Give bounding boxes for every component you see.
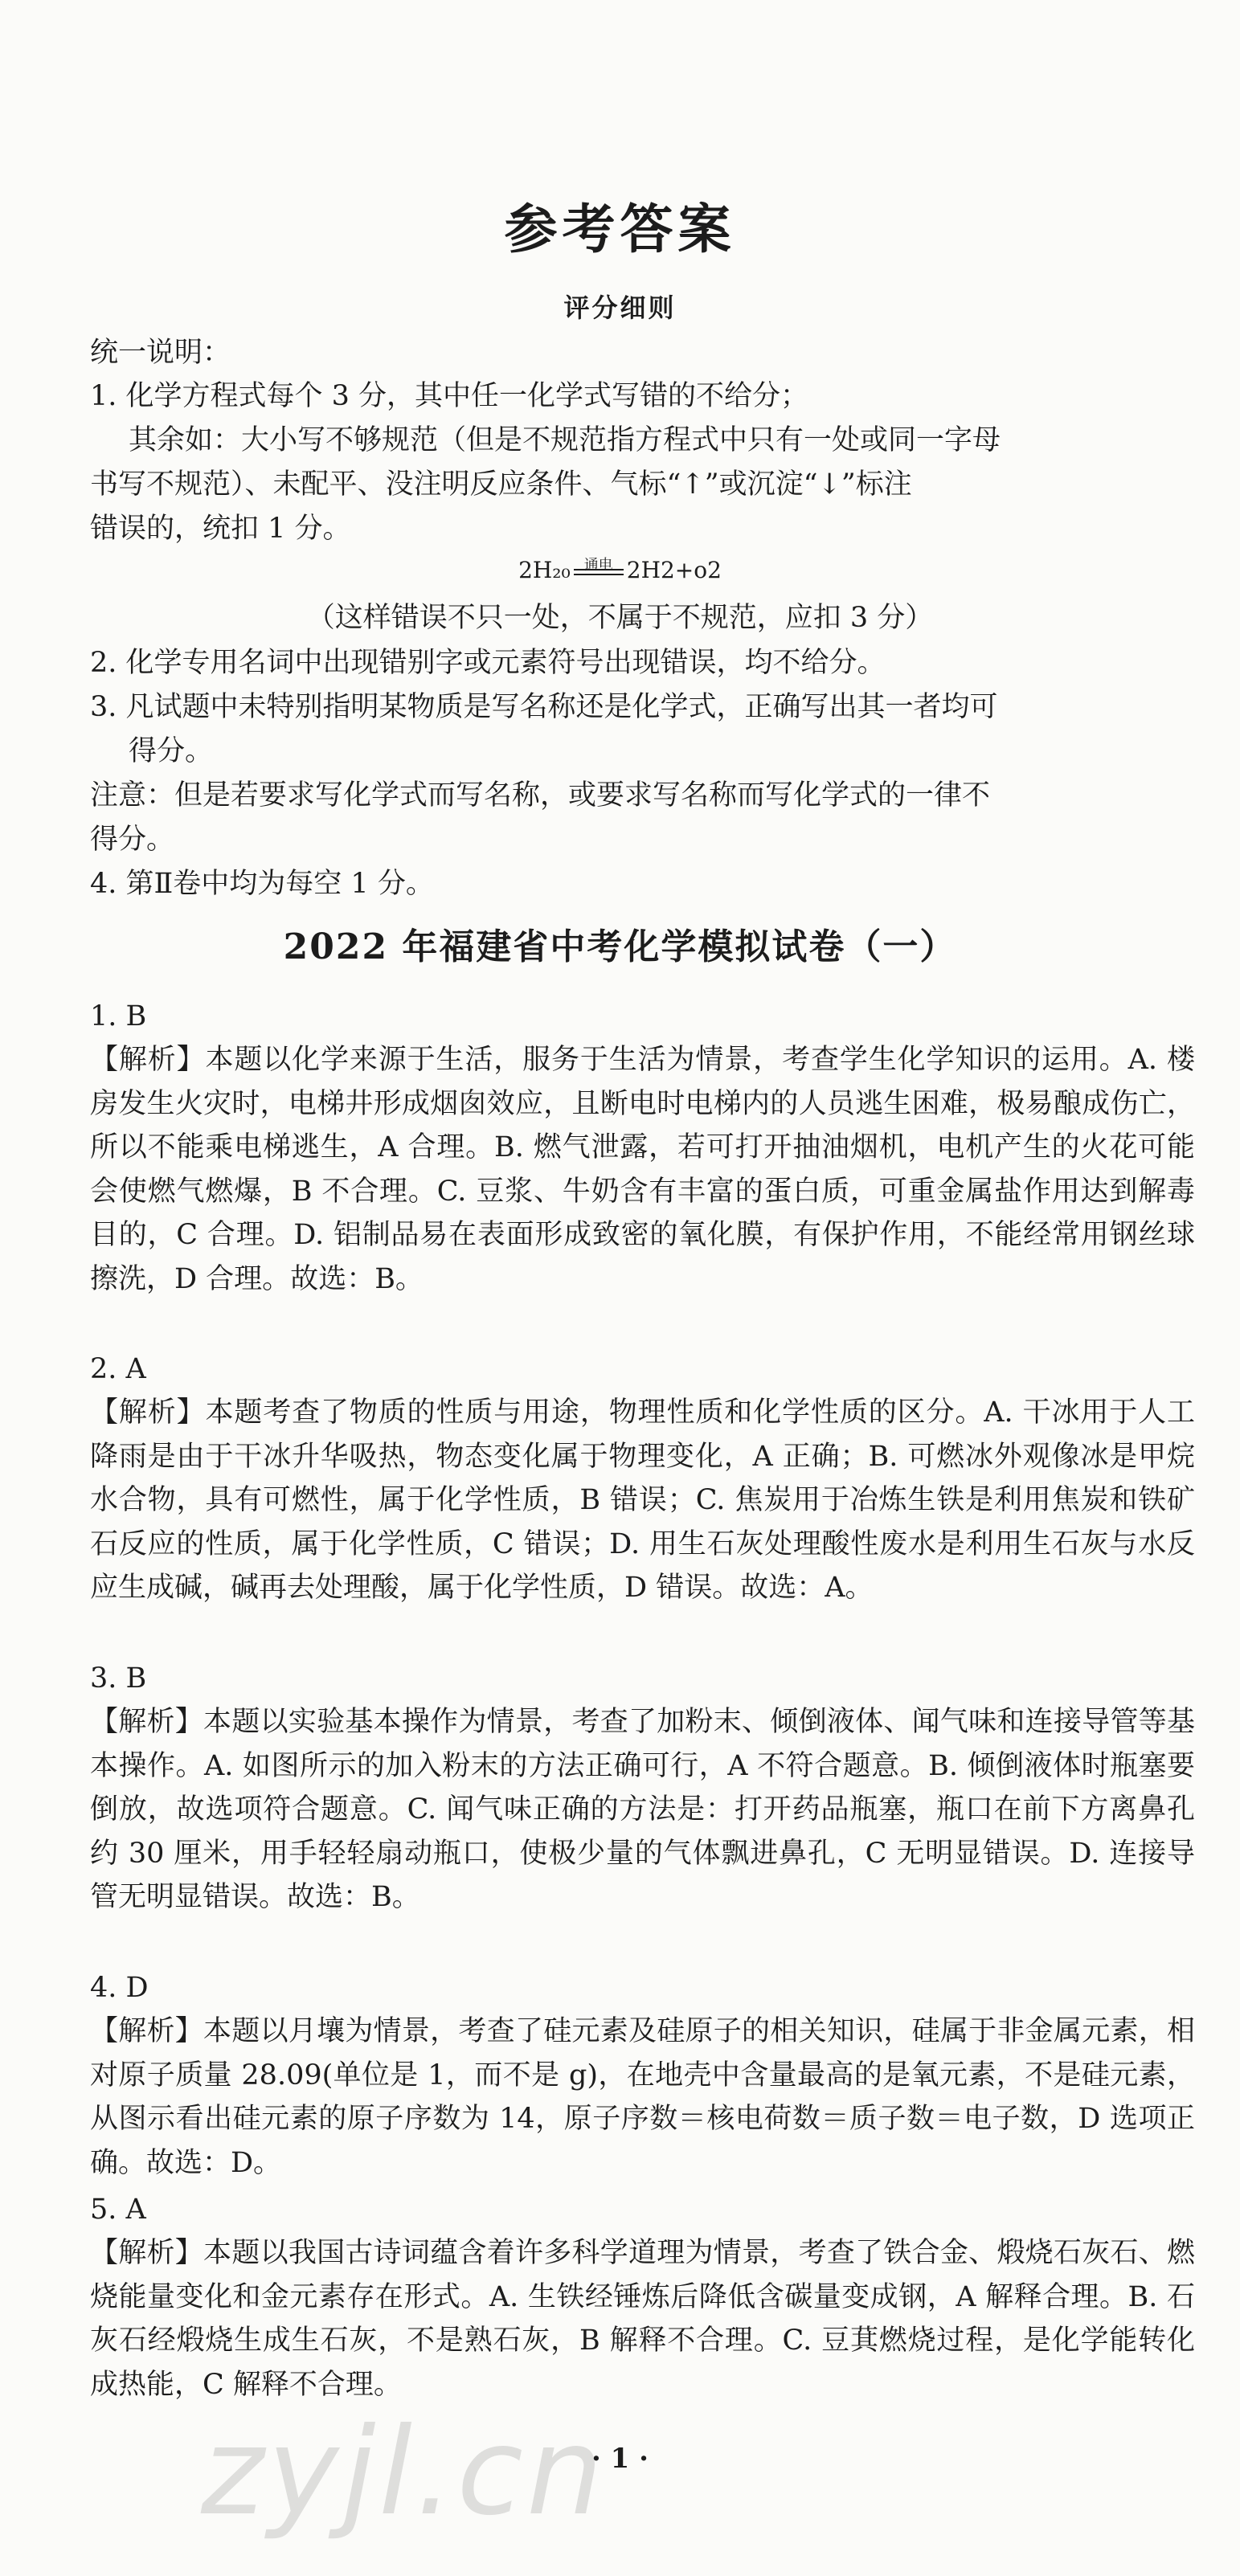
rule-4: 4. 第Ⅱ卷中均为每空 1 分。 (90, 868, 434, 900)
equation-note: （这样错误不只一处，不属于不规范，应扣 3 分） (306, 602, 934, 634)
page-subtitle: 评分细则 (563, 292, 677, 323)
answer-1-number: 1. B (90, 1000, 147, 1032)
equation-reactant: 2H₂₀ (518, 557, 571, 583)
answer-1-explanation: 【解析】本题以化学来源于生活，服务于生活为情景，考查学生化学知识的运用。A. 楼房发生火灾时，电梯井形成烟囱效应，且断电时电梯内的人员逃生困难，极易酿成伤亡，所以不能乘电梯逃生，A 合理。B. 燃气泄露，若可打开抽油烟机，电机产生的火花可能会使燃气燃爆，B 不合理。C. 豆浆、牛奶含有丰富的蛋白质，可重金属盐作用达到解毒目的，C 合理。D. 铝制品易在表面形成致密的氧化膜，有保护作用，不能经常用钢丝球擦洗，D 合理。故选：B。 (90, 1044, 1195, 1295)
reaction-arrow (574, 556, 624, 575)
answer-2-number: 2. A (90, 1353, 146, 1385)
rules-intro: 统一说明： (90, 337, 231, 369)
answer-3-number: 3. B (90, 1662, 147, 1695)
answer-4-number: 4. D (90, 1972, 149, 2004)
answer-2-explanation: 【解析】本题考查了物质的性质与用途，物理性质和化学性质的区分。A. 干冰用于人工降雨是由于干冰升华吸热，物态变化属于物理变化，A 正确；B. 可燃冰外观像冰是甲烷水合物，具有可燃性，属于化学性质，B 错误；C. 焦炭用于冶炼生铁是利用焦炭和铁矿石反应的性质，属于化学性质，C 错误；D. 用生石灰处理酸性废水是利用生石灰与水反应生成碱，碱再去处理酸，属于化学性质，D 错误。故选：A。 (90, 1396, 1195, 1604)
rule-3-line-2: 得分。 (129, 735, 214, 767)
answer-4-explanation: 【解析】本题以月壤为情景，考查了硅元素及硅原子的相关知识，硅属于非金属元素，相对原子质量 28.09(单位是 1，而不是 g)，在地壳中含量最高的是氧元素，不是硅元素，从图示看出硅元素的原子序数为 14，原子序数＝核电荷数＝质子数＝电子数，D 选项正确。故选：D。 (90, 2015, 1195, 2179)
rule-3-line-1: 3. 凡试题中未特别指明某物质是写名称还是化学式，正确写出其一者均可 (90, 691, 998, 723)
reaction-condition: 通电 (583, 556, 613, 574)
rule-1-line-3: 书写不规范）、未配平、没注明反应条件、气标“↑”或沉淀“↓”标注 (90, 468, 912, 501)
attention-line-2: 得分。 (90, 824, 175, 856)
answer-3-explanation: 【解析】本题以实验基本操作为情景，考查了加粉末、倾倒液体、闻气味和连接导管等基本操作。A. 如图所示的加入粉末的方法正确可行，A 不符合题意。B. 倾倒液体时瓶塞要倒放，故选项符合题意。C. 闻气味正确的方法是：打开药品瓶塞，瓶口在前下方离鼻孔约 30 厘米，用手轻轻扇动瓶口，使极少量的气体飘进鼻孔，C 无明显错误。D. 连接导管无明显错误。故选：B。 (90, 1706, 1195, 1913)
answer-5-explanation: 【解析】本题以我国古诗词蕴含着许多科学道理为情景，考查了铁合金、煅烧石灰石、燃烧能量变化和金元素存在形式。A. 生铁经锤炼后降低含碳量变成钢，A 解释合理。B. 石灰石经煅烧生成生石灰，不是熟石灰，B 解释不合理。C. 豆萁燃烧过程，是化学能转化成热能，C 解释不合理。 (90, 2237, 1195, 2401)
exam-title: 2022 年福建省中考化学模拟试卷（一） (283, 926, 957, 967)
answer-5-number: 5. A (90, 2194, 146, 2226)
rule-1-line-2: 其余如：大小写不够规范（但是不规范指方程式中只有一处或同一字母 (129, 424, 1001, 456)
attention-line-1: 注意：但是若要求写化学式而写名称，或要求写名称而写化学式的一律不 (90, 779, 991, 812)
rule-1-line-4: 错误的，统扣 1 分。 (90, 513, 351, 545)
page-title: 参考答案 (504, 198, 736, 260)
page-number: · 1 · (591, 2443, 649, 2475)
equation-product: 2H2+o2 (626, 557, 722, 583)
rule-1-line-1: 1. 化学方程式每个 3 分，其中任一化学式写错的不给分； (90, 380, 809, 412)
site-watermark: zyjl.cn (201, 2402, 607, 2542)
rule-2: 2. 化学专用名词中出现错别字或元素符号出现错误，均不给分。 (90, 647, 886, 679)
example-equation (0, 554, 1240, 587)
